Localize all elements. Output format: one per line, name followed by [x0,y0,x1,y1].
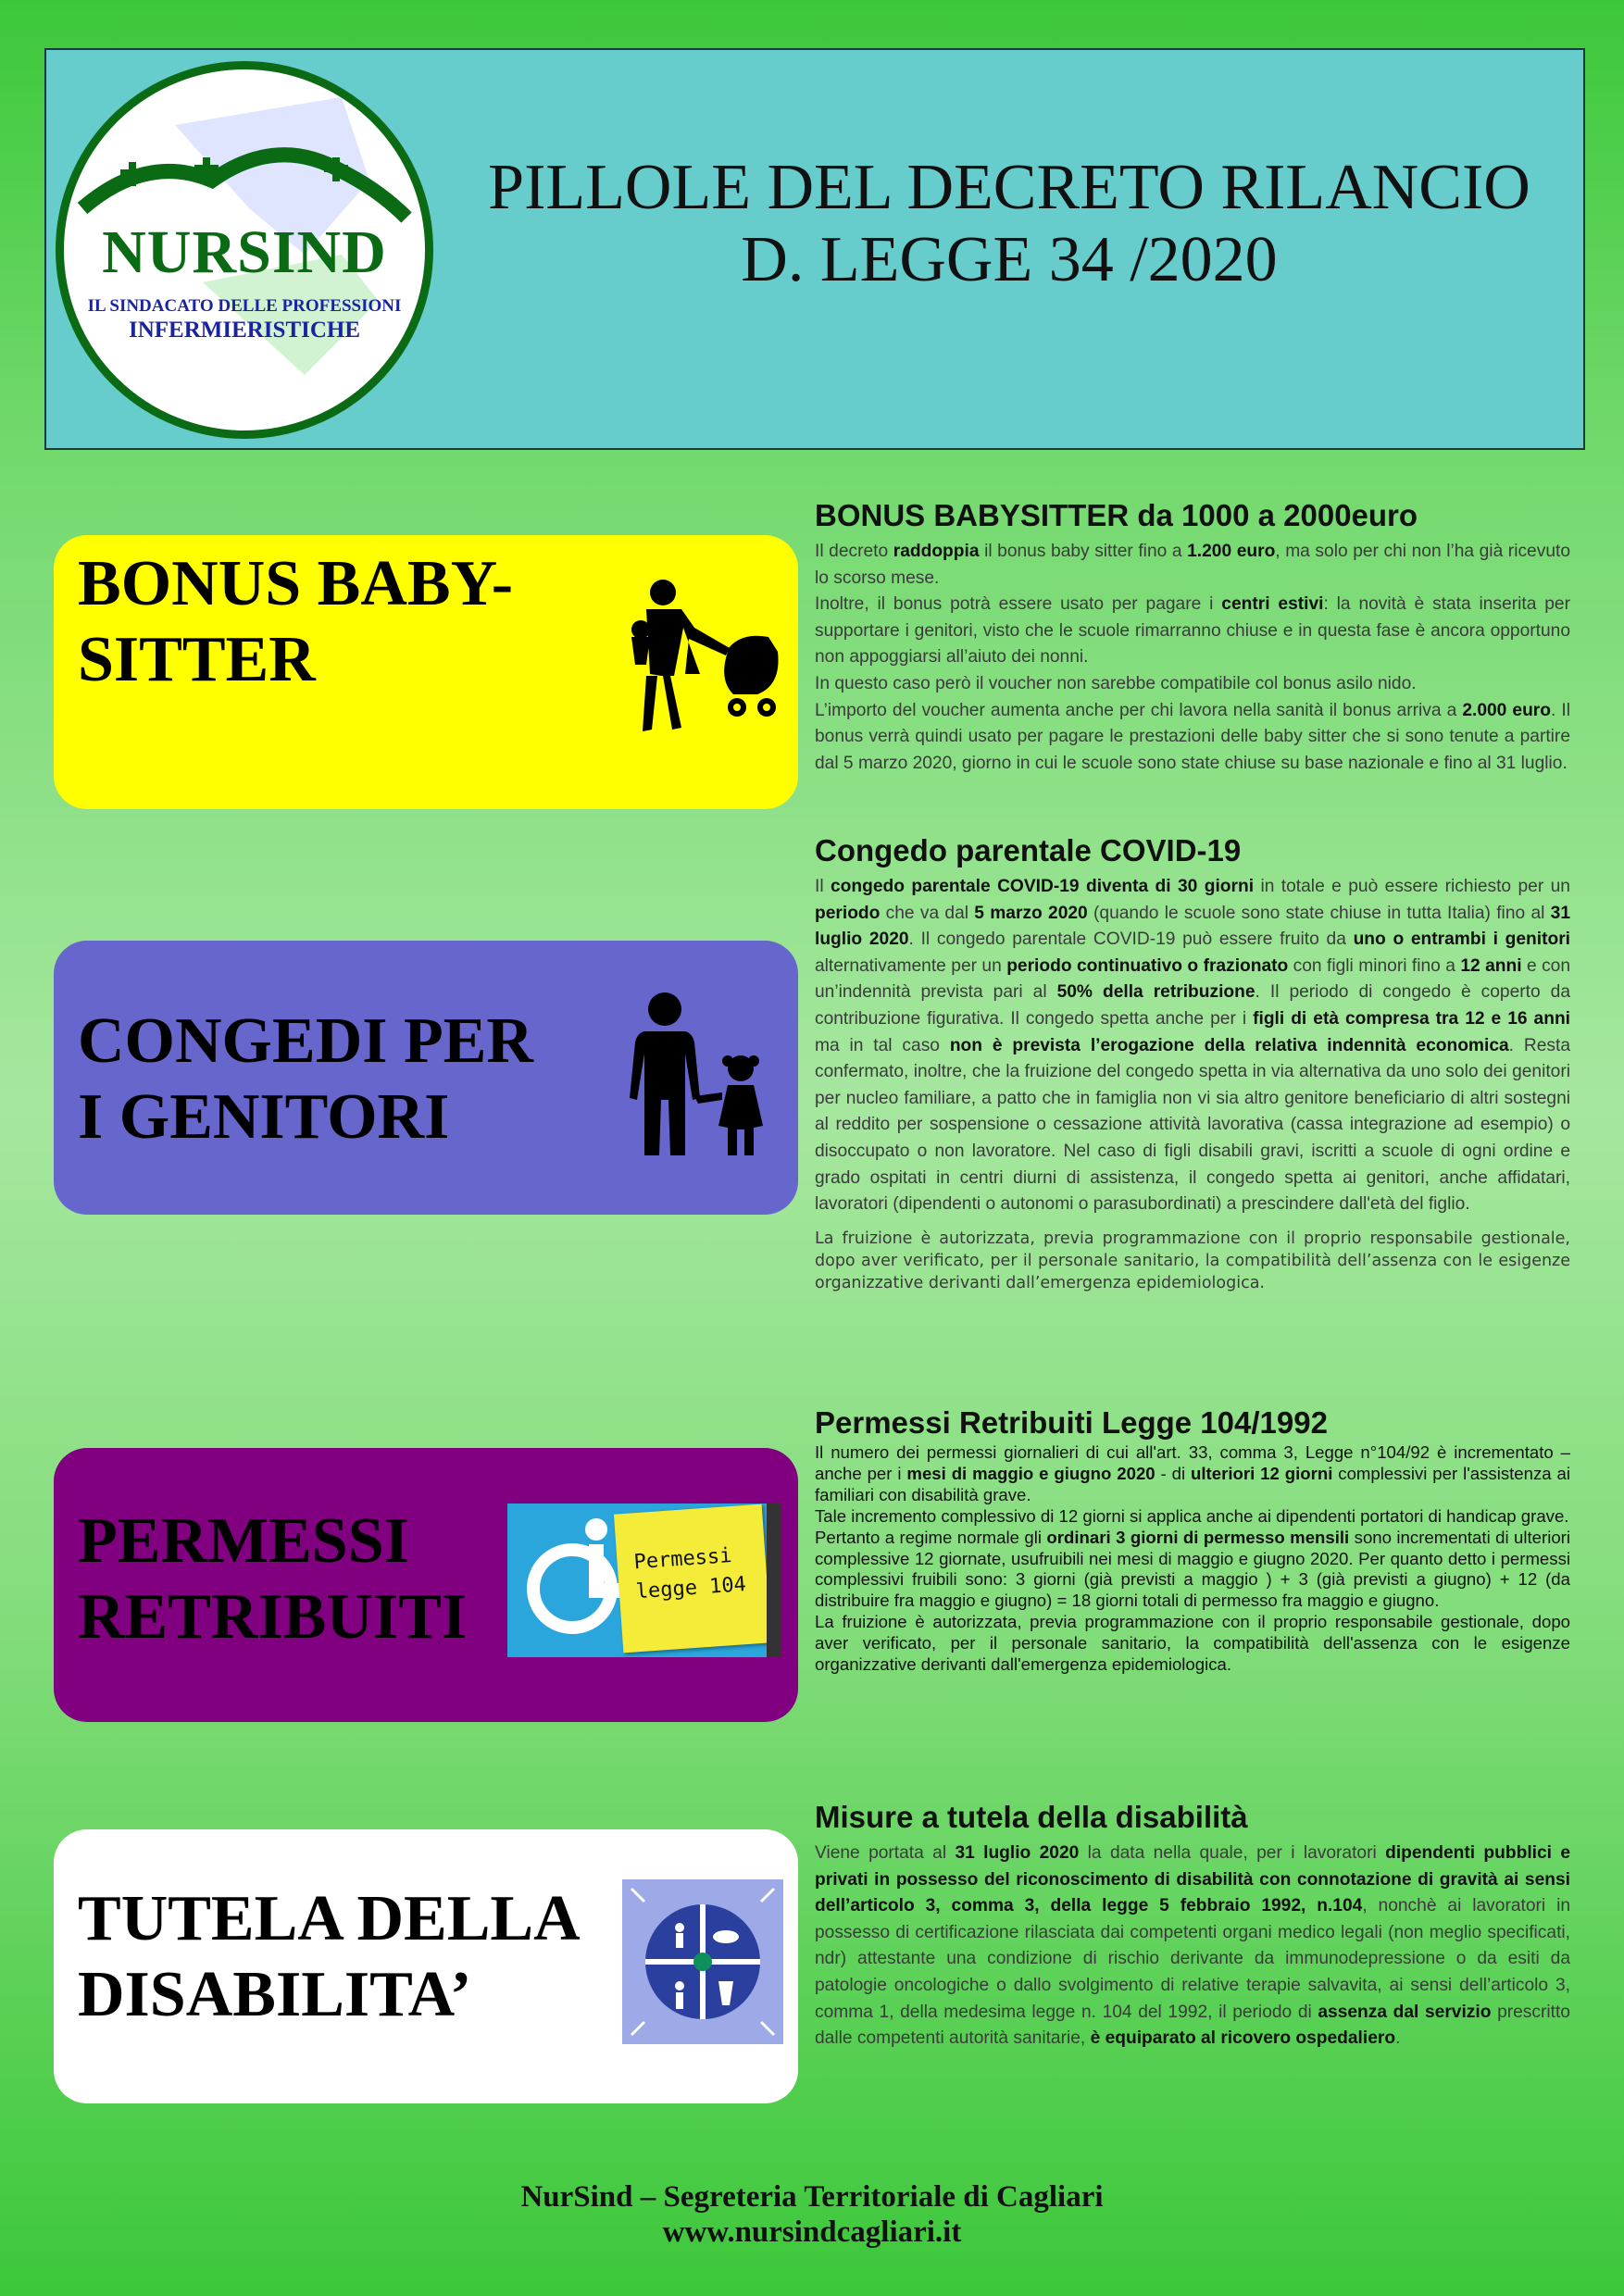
text-run: - di [1155,1463,1192,1483]
text-run: ma in tal caso [815,1035,950,1055]
sticky-note [614,1504,771,1653]
panel-label [78,546,513,698]
text-run: , nonchè ai lavoratori in possesso di certificazione rilasciata dai competenti organi medico legali (non meglio specificati, ndr) attestante una condizione di rischio derivante da immunodepressione o da esiti da patologie oncologiche o dallo svolgimento di relative terapie salvavita, ai sensi dell’articolo 3, comma 1, della medesima legge n. 104 del 1992, il periodo di [815,1896,1570,2022]
text-bold: 50% della retribuzione [1056,982,1255,1003]
text-run: . Resta confermato, inoltre, che la fruizione del congedo spetta in via alternativa da uno solo dei genitori per nucleo familiare, a patto che in famiglia non vi sia altro genitore beneficiario di altri sostegni al reddito per sospensione o cessazione attività lavorativa (cassa integrazione ad esempio) o disoccupato o non lavoratore. Nel caso di figli disabili gravi, iscritti a scuole di ogni ordine e grado ospitati in centri diurni di assistenza, il congedo spetta ai genitori, anche affidatari, lavoratori (dipendenti o autonomi o parasubordinati) a prescindere dall'età del figlio. [815,1035,1570,1215]
panel-permessi-retribuiti [54,1448,798,1722]
panel-label-line-1: TUTELA DELLA [78,1883,581,1954]
text-run: , ma solo per chi non l’ha già ricevuto lo scorso mese. [815,542,1570,588]
text-bold: ordinari 3 giorni di permesso mensili [1046,1527,1350,1547]
panel-label-line-2: DISABILITA’ [78,1959,472,2030]
text-run: : la novità è stata inserita per supportare i genitori, visto che le scuole rimarranno chiuse e in questa fase è ancora opportuno non appoggiarsi all’aiuto dei nonni. [815,594,1570,668]
footer-org: NurSind – Segreteria Territoriale di Cagliari [520,2180,1104,2214]
text-run: Pertanto a regime normale gli [815,1527,1047,1547]
text-bold: periodo continuativo o frazionato [1006,955,1289,976]
disability-symbols-icon [622,1879,783,2044]
text-run: con figli minori fino a [1288,955,1461,976]
text-bold: è equiparato al ricovero ospedaliero [1090,2028,1396,2049]
text-bold: assenza dal servizio [1318,2002,1492,2022]
text-run: . Il congedo parentale COVID-19 può essere fruito da [908,930,1354,950]
text-run: La fruizione è autorizzata, previa programmazione con il proprio responsabile gestionale, dopo aver verificato, per il personale sanitario, la compatibilità dell'assenza con le esigenze organizzative derivanti dall'emergenza epidemiologica. [815,1612,1570,1675]
panel-congedi-genitori [54,941,798,1215]
text-run: alternativamente per un [815,955,1007,976]
text-bold: figli di età compresa tra 12 e 16 anni [1253,1008,1570,1029]
text-run: Il decreto [815,542,893,561]
text-run: (quando le scuole sono state chiuse in tutta Italia) fino al [1087,903,1551,923]
text-run: la data nella quale, per i lavoratori [1079,1843,1386,1863]
panel-label-line-1: PERMESSI [78,1505,409,1577]
text-run: Tale incremento complessivo di 12 giorni si applica anche ai dipendenti portatori di handicap grave. [815,1505,1569,1526]
section-title: Congedo parentale COVID-19 [815,833,1242,867]
text-bold: 5 marzo 2020 [974,903,1088,923]
sticky-note-line-2: legge 104 [635,1573,747,1604]
text-bold: 31 luglio 2020 [955,1843,1080,1863]
disability-sticky-note-icon [507,1504,781,1657]
panel-label-line-2: SITTER [78,624,316,695]
text-bold: 31 luglio 2020 [815,903,1570,950]
title-line-2: D. LEGGE 34 /2020 [741,224,1278,295]
text-run: Viene portata al [815,1843,956,1863]
text-run: In questo caso però il voucher non sarebbe compatibile col bonus asilo nido. [815,673,1417,693]
panel-bonus-babysitter [54,535,798,809]
panel-label [78,1881,581,2033]
panel-label-line-2: I GENITORI [78,1081,450,1153]
section-title: BONUS BABYSITTER da 1000 a 2000euro [815,498,1418,532]
mother-stroller-icon [609,572,785,748]
text-run: . [1395,2028,1401,2049]
logo-name: NURSIND [102,218,387,286]
text-bold: centri estivi [1221,594,1324,615]
text-run: Il [815,877,831,896]
panel-label [78,1504,467,1655]
text-bold: uno o entrambi i genitori [1353,930,1571,950]
section-title: Misure a tutela della disabilità [815,1800,1248,1834]
title-line-1: PILLOLE DEL DECRETO RILANCIO [488,152,1530,223]
text-bold: non è prevista l’erogazione della relativa indennità economica [949,1035,1509,1055]
footer-website-link[interactable]: www.nursindcagliari.it [662,2215,962,2249]
section-note: La fruizione è autorizzata, previa programmazione con il proprio responsabile gestionale, dopo aver verificato, per il personale sanitario, la compatibilità dell’assenza con le esigenze organizzative derivanti dall’emergenza epidemiologica. [815,1229,1570,1292]
text-run: Inoltre, il bonus potrà essere usato per pagare i [815,594,1222,615]
text-bold: dipendenti pubblici e privati in possesso del riconoscimento di disabilità con connotazione di gravità ai sensi dell’articolo 3, comma 3, della legge 5 febbraio 1992, n.104 [815,1843,1570,1916]
panel-tutela-disabilita [54,1829,798,2103]
text-run: che va dal [880,903,975,923]
text-run: sono incrementati di ulteriori complessive 12 giornate, usufruibili nei mesi di maggio e giugno 2020. Per quanto detto i permessi complessivi fruibili sono: 3 giorni (già previsti a maggio ) + 3 (già previsti a giugno) + 12 (da distribuire fra maggio e giugno) = 18 giorni totali di permesso fra maggio e giugno. [815,1527,1570,1611]
section-text [815,874,1570,1218]
text-run: . Il periodo di congedo è coperto da contribuzione figurativa. Il congedo spetta anche per i [815,982,1571,1029]
panel-label-line-1: CONGEDI PER [78,1005,533,1077]
section-bonus-babysitter [815,498,1570,777]
section-tutela-disabilita [815,1800,1570,2053]
text-bold: raddoppia [893,542,980,561]
text-bold: mesi di maggio e giugno 2020 [906,1463,1156,1483]
text-bold: ulteriori 12 giorni [1191,1463,1333,1483]
nursind-logo [56,61,433,439]
text-run: L’importo del voucher aumenta anche per chi lavora nella sanità il bonus arriva a [815,700,1463,720]
text-bold: 12 anni [1460,955,1522,976]
text-run: il bonus baby sitter fino a [979,542,1188,561]
section-text [815,1841,1570,2053]
text-run: complessivi per l'assistenza ai familiari con disabilità grave. [815,1463,1570,1504]
section-text [815,1442,1570,1676]
section-congedo-parentale [815,833,1570,1294]
text-bold: periodo [815,903,881,923]
logo-subtitle: IL SINDACATO DELLE PROFESSIONI [87,296,402,316]
section-title: Permessi Retribuiti Legge 104/1992 [815,1405,1328,1440]
sticky-note-line-1: Permessi [632,1544,733,1575]
text-run: in totale e può essere richiesto per un [1254,877,1570,896]
panel-label-line-2: RETRIBUITI [78,1581,468,1653]
text-run: prescritto dalle competenti autorità sanitarie, [815,2002,1570,2049]
text-run: . Il bonus verrà quindi usato per pagare le prestazioni delle baby sitter che si sono tenute a partire dal 5 marzo 2020, giorno in cui le scuole sono state chiuse su base nazionale e fino al 31 luglio. [815,700,1570,773]
parent-child-icon [618,987,785,1172]
section-text [815,539,1570,777]
text-bold: 1.200 euro [1187,542,1276,561]
logo-subtitle-2: INFERMIERISTICHE [128,318,361,343]
dark-edge [767,1504,781,1657]
panel-label-line-1: BONUS BABY- [78,548,514,619]
page-title [444,152,1574,296]
text-run: e con un’indennità prevista pari al [815,955,1571,1003]
header-banner [44,48,1585,450]
text-run: Il numero dei permessi giornalieri di cui all'art. 33, comma 3, Legge n°104/92 è incrementato – anche per i [815,1442,1570,1483]
text-bold: congedo parentale COVID-19 diventa di 30 giorni [831,877,1255,896]
section-permessi-retribuiti [815,1405,1570,1676]
footer [0,2179,1624,2250]
text-bold: 2.000 euro [1462,700,1551,720]
panel-label [78,1004,533,1155]
